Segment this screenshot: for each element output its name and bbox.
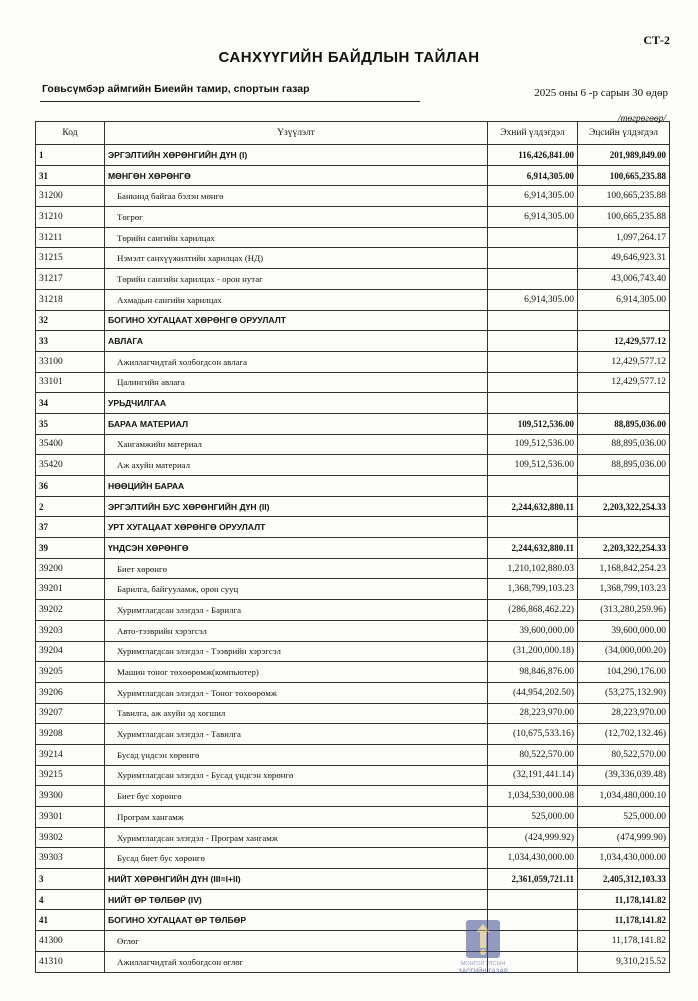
row-code: 39302 xyxy=(36,827,105,848)
row-code: 33100 xyxy=(36,351,105,372)
row-indicator: Ажиллагчидтай холбогдсон авлага xyxy=(105,351,488,372)
row-closing-balance: (313,280,259.96) xyxy=(578,600,670,621)
row-indicator: Нэмэлт санхүүжилтийн харилцах (НД) xyxy=(105,248,488,269)
row-closing-balance: 1,368,799,103.23 xyxy=(578,579,670,600)
row-indicator: Тавилга, аж ахуйн эд хогшил xyxy=(105,703,488,724)
table-row xyxy=(36,889,670,910)
seal-text-line1: МОНГОЛ УЛСЫН xyxy=(460,961,506,967)
seal-text-line2: ЗАСГИЙН ГАЗАР xyxy=(458,969,508,975)
row-closing-balance: 1,034,430,000.00 xyxy=(578,848,670,869)
row-closing-balance: 100,665,235.88 xyxy=(578,186,670,207)
row-opening-balance: 1,034,530,000.08 xyxy=(488,786,578,807)
row-code: 39301 xyxy=(36,807,105,828)
row-indicator: Хуримтлагдсан элэгдэл - Тээврийн хэрэгсэл xyxy=(105,641,488,662)
row-opening-balance: 109,512,536.00 xyxy=(488,413,578,434)
row-indicator: Машин тоног төхөөрөмж(компьютер) xyxy=(105,662,488,683)
row-opening-balance: (32,191,441.14) xyxy=(488,765,578,786)
row-code: 1 xyxy=(36,145,105,166)
row-closing-balance: 12,429,577.12 xyxy=(578,372,670,393)
balance-sheet-table xyxy=(35,121,670,973)
row-closing-balance: 100,665,235.88 xyxy=(578,207,670,228)
row-closing-balance: 2,405,312,103.33 xyxy=(578,869,670,890)
row-indicator: ЭРГЭЛТИЙН БУС ХӨРӨНГИЙН ДҮН (II) xyxy=(105,496,488,517)
table-row xyxy=(36,910,670,931)
row-code: 37 xyxy=(36,517,105,538)
table-row xyxy=(36,931,670,952)
row-closing-balance: 43,006,743.40 xyxy=(578,269,670,290)
row-code: 31217 xyxy=(36,269,105,290)
row-indicator: АВЛАГА xyxy=(105,331,488,352)
row-indicator: Бусад үндсэн хөрөнгө xyxy=(105,744,488,765)
table-row xyxy=(36,476,670,497)
page-title: САНХҮҮГИЙН БАЙДЛЫН ТАЙЛАН xyxy=(218,49,480,66)
row-code: 39204 xyxy=(36,641,105,662)
column-header-opening-balance: Эхний үлдэгдэл xyxy=(488,122,578,145)
row-opening-balance: (31,200,000.18) xyxy=(488,641,578,662)
row-indicator: Төрийн сангийн харилцах xyxy=(105,227,488,248)
row-indicator: Биет хөрөнгө xyxy=(105,558,488,579)
row-indicator: Өглөг xyxy=(105,931,488,952)
row-closing-balance: 1,097,264.17 xyxy=(578,227,670,248)
row-indicator: Хуримтлагдсан элэгдэл - Бусад үндсэн хөрөнгө xyxy=(105,765,488,786)
table-row xyxy=(36,848,670,869)
row-code: 41310 xyxy=(36,951,105,972)
table-row xyxy=(36,455,670,476)
row-indicator: Төгрөг xyxy=(105,207,488,228)
row-code: 39214 xyxy=(36,744,105,765)
table-row xyxy=(36,827,670,848)
row-closing-balance: 12,429,577.12 xyxy=(578,351,670,372)
table-row xyxy=(36,393,670,414)
row-indicator: БАРАА МАТЕРИАЛ xyxy=(105,413,488,434)
row-opening-balance: 2,361,059,721.11 xyxy=(488,869,578,890)
row-code: 39300 xyxy=(36,786,105,807)
row-indicator: Ажиллагчидтай холбогдсон өглөг xyxy=(105,951,488,972)
table-row xyxy=(36,269,670,290)
row-opening-balance: 1,368,799,103.23 xyxy=(488,579,578,600)
row-closing-balance: 1,168,842,254.23 xyxy=(578,558,670,579)
row-indicator: Аж ахуйн материал xyxy=(105,455,488,476)
row-opening-balance: 6,914,305.00 xyxy=(488,186,578,207)
row-indicator: Ахмадын сангийн харилцах xyxy=(105,289,488,310)
row-closing-balance: 525,000.00 xyxy=(578,807,670,828)
row-closing-balance: 11,178,141.82 xyxy=(578,910,670,931)
row-opening-balance: 109,512,536.00 xyxy=(488,434,578,455)
table-row xyxy=(36,786,670,807)
report-date: 2025 оны 6 -р сарын 30 өдөр xyxy=(534,87,668,99)
row-opening-balance xyxy=(488,248,578,269)
table-row xyxy=(36,807,670,828)
row-closing-balance: 39,600,000.00 xyxy=(578,620,670,641)
row-closing-balance: 28,223,970.00 xyxy=(578,703,670,724)
row-indicator: БОГИНО ХУГАЦААТ ХӨРӨНГӨ ОРУУЛАЛТ xyxy=(105,310,488,331)
row-opening-balance: 1,034,430,000.00 xyxy=(488,848,578,869)
row-indicator: Барилга, байгууламж, орон сууц xyxy=(105,579,488,600)
row-opening-balance: 98,846,876.00 xyxy=(488,662,578,683)
row-code: 39206 xyxy=(36,682,105,703)
form-code: СТ-2 xyxy=(643,33,670,47)
row-code: 31210 xyxy=(36,207,105,228)
table-row xyxy=(36,600,670,621)
row-code: 33 xyxy=(36,331,105,352)
table-row xyxy=(36,207,670,228)
row-opening-balance: 6,914,305.00 xyxy=(488,207,578,228)
table-row xyxy=(36,620,670,641)
row-opening-balance xyxy=(488,351,578,372)
table-row xyxy=(36,413,670,434)
row-indicator: ЭРГЭЛТИЙН ХӨРӨНГИЙН ДҮН (I) xyxy=(105,145,488,166)
row-opening-balance: (10,675,533.16) xyxy=(488,724,578,745)
row-indicator: БОГИНО ХУГАЦААТ ӨР ТӨЛБӨР xyxy=(105,910,488,931)
row-opening-balance: 6,914,305.00 xyxy=(488,289,578,310)
row-opening-balance xyxy=(488,889,578,910)
row-closing-balance xyxy=(578,517,670,538)
row-opening-balance: (286,868,462.22) xyxy=(488,600,578,621)
column-header-code: Код xyxy=(36,122,105,145)
row-code: 33101 xyxy=(36,372,105,393)
table-row xyxy=(36,765,670,786)
table-row xyxy=(36,703,670,724)
table-row xyxy=(36,145,670,166)
row-closing-balance: 9,310,215.52 xyxy=(578,951,670,972)
row-code: 39201 xyxy=(36,579,105,600)
row-code: 39207 xyxy=(36,703,105,724)
row-code: 31218 xyxy=(36,289,105,310)
table-row xyxy=(36,351,670,372)
row-closing-balance: 6,914,305.00 xyxy=(578,289,670,310)
row-opening-balance: 80,522,570.00 xyxy=(488,744,578,765)
row-code: 31215 xyxy=(36,248,105,269)
row-code: 36 xyxy=(36,476,105,497)
row-code: 39202 xyxy=(36,600,105,621)
row-opening-balance: 2,244,632,880.11 xyxy=(488,538,578,559)
table-row xyxy=(36,496,670,517)
row-code: 39303 xyxy=(36,848,105,869)
row-indicator: Авто-тээврийн хэрэгсэл xyxy=(105,620,488,641)
row-closing-balance: 2,203,322,254.33 xyxy=(578,538,670,559)
row-code: 35 xyxy=(36,413,105,434)
row-code: 4 xyxy=(36,889,105,910)
row-code: 31 xyxy=(36,165,105,186)
row-opening-balance: 39,600,000.00 xyxy=(488,620,578,641)
row-closing-balance xyxy=(578,310,670,331)
row-indicator: Хуримтлагдсан элэгдэл - Програм хангамж xyxy=(105,827,488,848)
column-header-indicator: Үзүүлэлт xyxy=(105,122,488,145)
table-body xyxy=(36,145,670,973)
row-indicator: УРЬДЧИЛГАА xyxy=(105,393,488,414)
row-closing-balance: 12,429,577.12 xyxy=(578,331,670,352)
row-code: 31200 xyxy=(36,186,105,207)
seal-dot xyxy=(480,949,486,955)
row-indicator: МӨНГӨН ХӨРӨНГӨ xyxy=(105,165,488,186)
organization-name: Говьсүмбэр аймгийн Биеийн тамир, спортын газар xyxy=(42,83,310,95)
table-header-row xyxy=(36,122,670,145)
row-indicator: Банкинд байгаа бэлэн мөнгө xyxy=(105,186,488,207)
row-opening-balance: (44,954,202.50) xyxy=(488,682,578,703)
row-opening-balance: 109,512,536.00 xyxy=(488,455,578,476)
row-code: 41300 xyxy=(36,931,105,952)
row-indicator: Хангамжийн материал xyxy=(105,434,488,455)
row-closing-balance: 49,646,923.31 xyxy=(578,248,670,269)
table-row xyxy=(36,331,670,352)
table-row xyxy=(36,248,670,269)
table-row xyxy=(36,165,670,186)
row-closing-balance: 104,290,176.00 xyxy=(578,662,670,683)
table-row xyxy=(36,558,670,579)
table-row xyxy=(36,579,670,600)
row-indicator: Биет бус хөрөнгө xyxy=(105,786,488,807)
row-indicator: Хуримтлагдсан элэгдэл - Барилга xyxy=(105,600,488,621)
row-opening-balance: 6,914,305.00 xyxy=(488,165,578,186)
row-opening-balance: 2,244,632,880.11 xyxy=(488,496,578,517)
row-code: 39205 xyxy=(36,662,105,683)
row-code: 31211 xyxy=(36,227,105,248)
row-indicator: УРТ ХУГАЦААТ ХӨРӨНГӨ ОРУУЛАЛТ xyxy=(105,517,488,538)
row-closing-balance: 80,522,570.00 xyxy=(578,744,670,765)
row-closing-balance: (39,336,039.48) xyxy=(578,765,670,786)
table-row xyxy=(36,641,670,662)
row-opening-balance: 1,210,102,880.03 xyxy=(488,558,578,579)
table-row xyxy=(36,869,670,890)
row-closing-balance: 11,178,141.82 xyxy=(578,889,670,910)
government-seal-watermark xyxy=(452,918,514,976)
row-code: 39 xyxy=(36,538,105,559)
table-row xyxy=(36,724,670,745)
table-row xyxy=(36,538,670,559)
row-code: 32 xyxy=(36,310,105,331)
row-opening-balance xyxy=(488,476,578,497)
row-indicator: НӨӨЦИЙН БАРАА xyxy=(105,476,488,497)
row-closing-balance: 2,203,322,254.33 xyxy=(578,496,670,517)
row-code: 34 xyxy=(36,393,105,414)
row-code: 3 xyxy=(36,869,105,890)
row-closing-balance: (12,702,132.46) xyxy=(578,724,670,745)
row-closing-balance: 88,895,036.00 xyxy=(578,434,670,455)
row-opening-balance xyxy=(488,393,578,414)
row-opening-balance xyxy=(488,331,578,352)
table-row xyxy=(36,372,670,393)
row-closing-balance: (474,999.90) xyxy=(578,827,670,848)
row-opening-balance xyxy=(488,517,578,538)
row-indicator: Хуримтлагдсан элэгдэл - Тавилга xyxy=(105,724,488,745)
table-row xyxy=(36,682,670,703)
row-code: 41 xyxy=(36,910,105,931)
row-closing-balance: 88,895,036.00 xyxy=(578,413,670,434)
row-indicator: Хуримтлагдсан элэгдэл - Тоног төхөөрөмж xyxy=(105,682,488,703)
row-code: 2 xyxy=(36,496,105,517)
row-code: 39200 xyxy=(36,558,105,579)
row-indicator: Бусад биет бус хөрөнгө xyxy=(105,848,488,869)
row-code: 39208 xyxy=(36,724,105,745)
row-closing-balance: 100,665,235.88 xyxy=(578,165,670,186)
row-code: 39203 xyxy=(36,620,105,641)
row-opening-balance: 525,000.00 xyxy=(488,807,578,828)
row-closing-balance: 1,034,480,000.10 xyxy=(578,786,670,807)
table-row xyxy=(36,434,670,455)
organization-underline xyxy=(40,101,420,102)
column-header-closing-balance: Эцсийн үлдэгдэл xyxy=(578,122,670,145)
row-indicator: НИЙТ ӨР ТӨЛБӨР (IV) xyxy=(105,889,488,910)
row-closing-balance: 201,989,849.00 xyxy=(578,145,670,166)
table-row xyxy=(36,662,670,683)
table-row xyxy=(36,951,670,972)
currency-unit: /төгрөгөөр/ xyxy=(617,114,666,124)
table-row xyxy=(36,517,670,538)
row-indicator: Програм хангамж xyxy=(105,807,488,828)
row-opening-balance: 28,223,970.00 xyxy=(488,703,578,724)
table-row xyxy=(36,310,670,331)
row-opening-balance: (424,999.92) xyxy=(488,827,578,848)
table-row xyxy=(36,289,670,310)
row-indicator: НИЙТ ХӨРӨНГИЙН ДҮН (III=I+II) xyxy=(105,869,488,890)
row-opening-balance xyxy=(488,227,578,248)
row-opening-balance xyxy=(488,269,578,290)
row-opening-balance xyxy=(488,372,578,393)
row-closing-balance: 11,178,141.82 xyxy=(578,931,670,952)
row-closing-balance xyxy=(578,476,670,497)
row-indicator: Төрийн сангийн харилцах - орон нутаг xyxy=(105,269,488,290)
row-code: 39215 xyxy=(36,765,105,786)
row-closing-balance: (34,000,000.20) xyxy=(578,641,670,662)
table-row xyxy=(36,227,670,248)
table-row xyxy=(36,186,670,207)
row-code: 35400 xyxy=(36,434,105,455)
row-closing-balance: (53,275,132.90) xyxy=(578,682,670,703)
row-code: 35420 xyxy=(36,455,105,476)
row-indicator: ҮНДСЭН ХӨРӨНГӨ xyxy=(105,538,488,559)
row-opening-balance xyxy=(488,310,578,331)
row-closing-balance xyxy=(578,393,670,414)
row-indicator: Цалингийн авлага xyxy=(105,372,488,393)
table-row xyxy=(36,744,670,765)
row-closing-balance: 88,895,036.00 xyxy=(578,455,670,476)
row-opening-balance: 116,426,841.00 xyxy=(488,145,578,166)
